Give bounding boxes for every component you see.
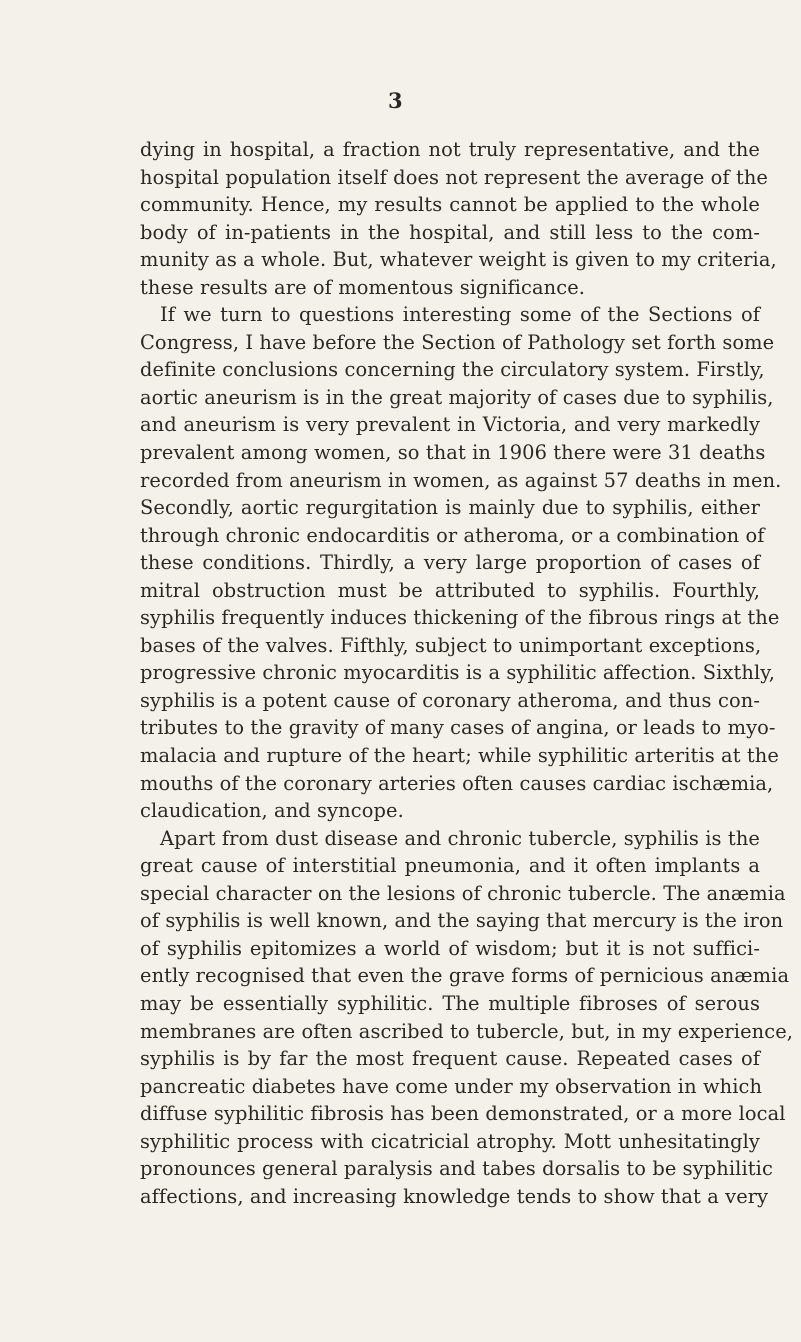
- text-line: and aneurism is very prevalent in Victoria, and very markedly: [140, 413, 760, 437]
- text-line: munity as a whole. But, whatever weight is given to my criteria,: [140, 248, 777, 272]
- text-line: recorded from aneurism in women, as against 57 deaths in men.: [140, 468, 782, 492]
- text-line: dying in hospital, a fraction not truly representative, and the: [140, 138, 760, 161]
- text-line: prevalent among women, so that in 1906 there were 31 deaths: [140, 441, 766, 465]
- text-line: affections, and increasing knowledge tends to show that a very: [140, 1184, 769, 1208]
- text-line: tributes to the gravity of many cases of angina, or leads to myo-: [140, 716, 776, 740]
- text-line: these conditions. Thirdly, a very large proportion of cases of: [140, 551, 760, 575]
- text-line: of syphilis is well known, and the saying that mercury is the iron: [140, 909, 784, 933]
- text-line: If we turn to questions interesting some of the Sections of: [160, 303, 760, 327]
- text-line: syphilis frequently induces thickening of the fibrous rings at the: [140, 606, 780, 630]
- text-line: bases of the valves. Fifthly, subject to unimportant exceptions,: [140, 633, 762, 657]
- text-line: progressive chronic myocarditis is a syphilitic affection. Sixthly,: [140, 661, 775, 685]
- text-line: syphilis is a potent cause of coronary atheroma, and thus con-: [140, 688, 760, 712]
- text-line: membranes are often ascribed to tubercle, but, in my experience,: [140, 1019, 794, 1043]
- text-line: pronounces general paralysis and tabes dorsalis to be syphilitic: [140, 1157, 773, 1181]
- text-line: great cause of interstitial pneumonia, and it often implants a: [140, 854, 760, 878]
- text-line: Secondly, aortic regurgitation is mainly due to syphilis, either: [140, 496, 760, 520]
- text-line: may be essentially syphilitic. The multiple fibroses of serous: [140, 991, 760, 1015]
- page-number: 3: [388, 88, 403, 113]
- body-text: [140, 136, 794, 1210]
- text-line: hospital population itself does not represent the average of the: [140, 165, 769, 189]
- text-line: syphilis is by far the most frequent cause. Repeated cases of: [140, 1047, 760, 1071]
- text-line: mouths of the coronary arteries often causes cardiac ischæmia,: [140, 771, 774, 795]
- text-line: diffuse syphilitic fibrosis has been demonstrated, or a more local: [140, 1102, 786, 1126]
- text-line: aortic aneurism is in the great majority of cases due to syphilis,: [140, 385, 774, 409]
- text-line: Apart from dust disease and chronic tubercle, syphilis is the: [160, 826, 760, 850]
- text-line: ently recognised that even the grave forms of pernicious anæmia: [140, 964, 790, 988]
- text-line: pancreatic diabetes have come under my observation in which: [140, 1074, 763, 1098]
- text-line: syphilitic process with cicatricial atrophy. Mott unhesitatingly: [140, 1129, 760, 1153]
- text-line: of syphilis epitomizes a world of wisdom; but it is not suffici-: [140, 936, 760, 960]
- text-line: community. Hence, my results cannot be applied to the whole: [140, 193, 760, 217]
- text-line: definite conclusions concerning the circulatory system. Firstly,: [140, 358, 765, 382]
- text-line: mitral obstruction must be attributed to syphilis. Fourthly,: [140, 578, 760, 602]
- text-line: Congress, I have before the Section of Pathology set forth some: [140, 330, 775, 354]
- text-line: through chronic endocarditis or atheroma, or a combination of: [140, 523, 765, 547]
- text-line: body of in-patients in the hospital, and still less to the com-: [140, 220, 760, 244]
- text-line: malacia and rupture of the heart; while syphilitic arteritis at the: [140, 744, 779, 768]
- text-line: these results are of momentous significance.: [140, 275, 586, 299]
- text-line: special character on the lesions of chronic tubercle. The anæmia: [140, 881, 786, 905]
- text-line: claudication, and syncope.: [140, 799, 404, 823]
